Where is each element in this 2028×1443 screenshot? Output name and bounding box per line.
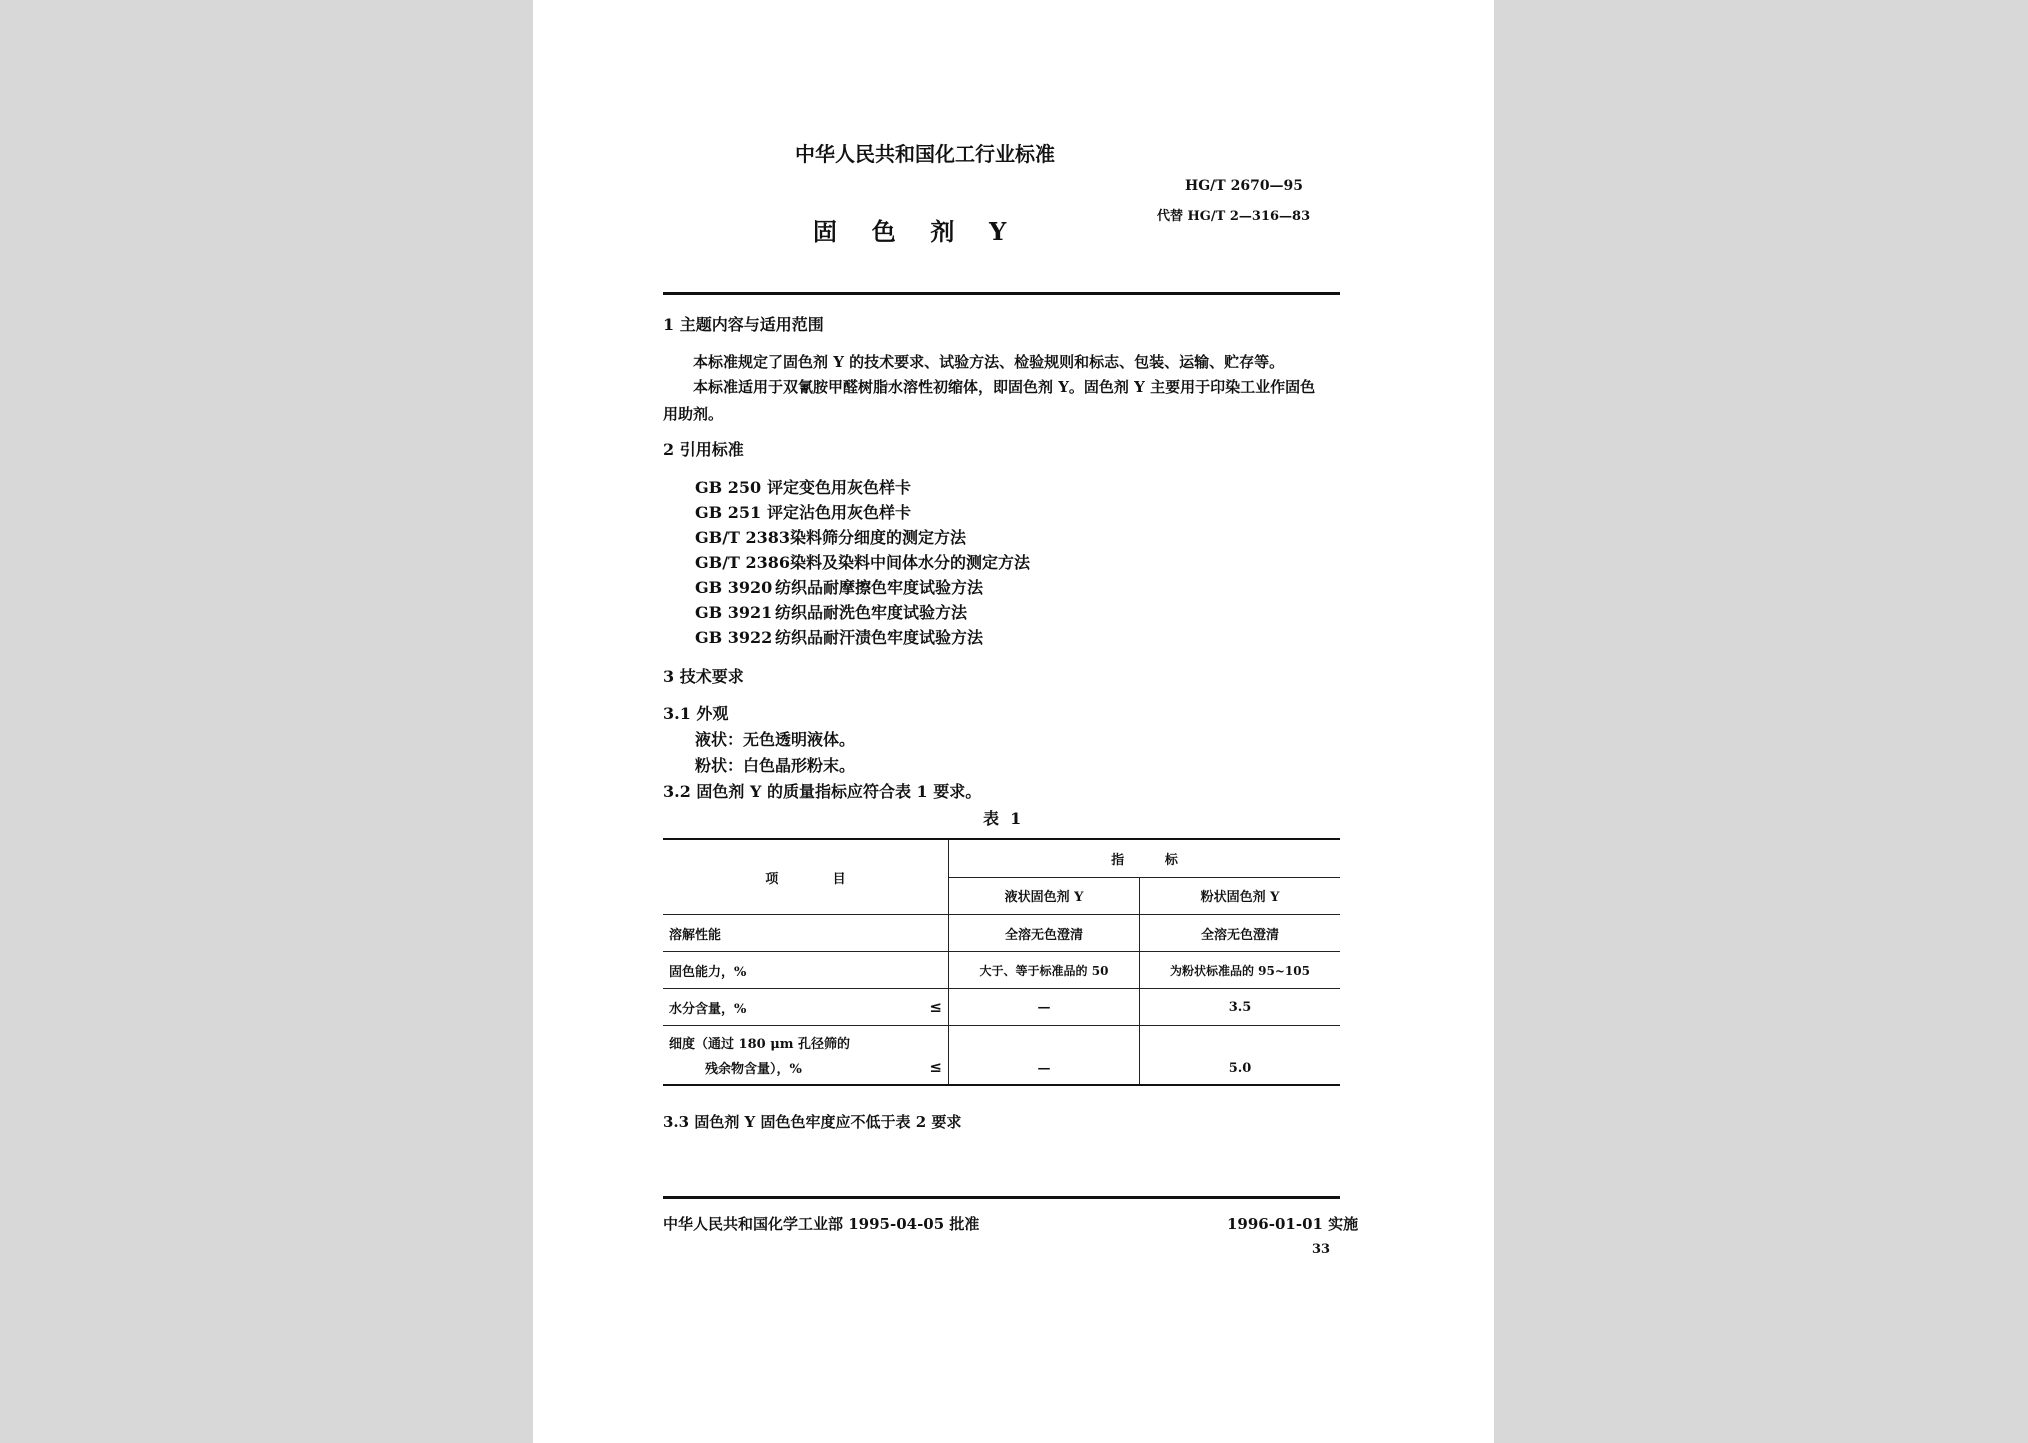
reference-code: GB 3920: [695, 578, 773, 597]
appearance-powder: 粉状：白色晶形粉末。: [695, 756, 856, 775]
reference-item: [695, 603, 967, 623]
reference-title: 纺织品耐汗渍色牢度试验方法: [775, 628, 984, 647]
less-equal-symbol: ≤: [929, 997, 942, 1016]
reference-item: [695, 628, 983, 648]
reference-title: 染料筛分细度的测定方法: [790, 528, 967, 547]
reference-item: [695, 578, 983, 598]
document-page: [533, 0, 1494, 1443]
reference-item: [695, 503, 911, 523]
section-3-1-heading: 3.1 外观: [663, 704, 729, 723]
row-powder: 5.0: [1140, 1026, 1341, 1086]
row-item: [663, 952, 949, 989]
reference-code: GB/T 2386: [695, 553, 791, 572]
org-title: 中华人民共和国化工行业标准: [795, 142, 1055, 166]
row-liquid: —: [949, 1026, 1140, 1086]
row-item-label-cont: [669, 1058, 942, 1077]
reference-item: [695, 528, 966, 548]
appearance-liquid: 液状：无色透明液体。: [695, 730, 856, 749]
section-1-paragraph-1: 本标准规定了固色剂 Y 的技术要求、试验方法、检验规则和标志、包装、运输、贮存等。: [693, 353, 1285, 371]
row-item: [663, 915, 949, 952]
reference-title: 纺织品耐洗色牢度试验方法: [775, 603, 968, 622]
row-item-label: 溶解性能: [669, 927, 722, 943]
reference-code: GB 250: [695, 478, 762, 497]
reference-code: GB 3922: [695, 628, 773, 647]
reference-title: 纺织品耐摩擦色牢度试验方法: [775, 578, 984, 597]
row-item-label: 固色能力，%: [669, 964, 747, 980]
section-1-paragraph-2-cont: 用助剂。: [663, 405, 724, 423]
row-powder: 全溶无色澄清: [1140, 915, 1341, 952]
reference-item: [695, 553, 1030, 573]
section-3-heading: 3 技术要求: [663, 667, 744, 686]
section-1-paragraph-2: 本标准适用于双氰胺甲醛树脂水溶性初缩体，即固色剂 Y。固色剂 Y 主要用于印染工业作固色: [693, 378, 1316, 396]
row-item: [663, 989, 949, 1026]
header-item: 项 目: [663, 839, 949, 915]
quality-index-table: [663, 838, 1340, 1086]
approval-line: 中华人民共和国化学工业部 1995-04-05 批准: [663, 1215, 980, 1233]
less-equal-symbol: ≤: [929, 1058, 942, 1076]
replaces-standard: 代替 HG/T 2—316—83: [1157, 209, 1311, 224]
reference-title: 评定沾色用灰色样卡: [767, 503, 912, 522]
document-title: 固 色 剂 Y: [813, 217, 1013, 246]
reference-code: GB 3921: [695, 603, 773, 622]
table-row: [663, 952, 1340, 989]
row-liquid: 全溶无色澄清: [949, 915, 1140, 952]
row-item: [663, 1026, 949, 1086]
effective-date: 1996-01-01 实施: [1227, 1215, 1359, 1233]
page-number: 33: [1312, 1242, 1331, 1257]
reference-title: 评定变色用灰色样卡: [767, 478, 912, 497]
reference-code: GB/T 2383: [695, 528, 791, 547]
table-1-caption: 表 1: [983, 809, 1022, 828]
table-row: [663, 915, 1340, 952]
header-liquid: 液状固色剂 Y: [949, 877, 1140, 915]
row-item-label: 细度（通过 180 μm 孔径筛的: [669, 1037, 850, 1052]
row-powder: 3.5: [1140, 989, 1341, 1026]
standard-code: HG/T 2670—95: [1185, 178, 1304, 194]
footer-rule: [663, 1196, 1340, 1199]
reference-code: GB 251: [695, 503, 762, 522]
header-rule: [663, 292, 1340, 295]
section-1-heading: 1 主题内容与适用范围: [663, 315, 824, 334]
table-row: [663, 989, 1340, 1026]
row-liquid: —: [949, 989, 1140, 1026]
row-powder: 为粉状标准品的 95~105: [1140, 952, 1341, 989]
section-2-heading: 2 引用标准: [663, 440, 744, 459]
reference-title: 染料及染料中间体水分的测定方法: [790, 553, 1031, 572]
table-header-row: [663, 839, 1340, 877]
section-3-3-text: 3.3 固色剂 Y 固色色牢度应不低于表 2 要求: [663, 1113, 962, 1131]
header-spec: 指 标: [949, 839, 1341, 877]
row-liquid: 大于、等于标准品的 50: [949, 952, 1140, 989]
section-3-2-text: 3.2 固色剂 Y 的质量指标应符合表 1 要求。: [663, 782, 982, 801]
table-row: [663, 1026, 1340, 1086]
row-item-label: 水分含量，%: [669, 1001, 747, 1017]
row-item-label-cont-text: 残余物含量），%: [705, 1062, 802, 1077]
reference-item: [695, 478, 911, 498]
header-powder: 粉状固色剂 Y: [1140, 877, 1341, 915]
